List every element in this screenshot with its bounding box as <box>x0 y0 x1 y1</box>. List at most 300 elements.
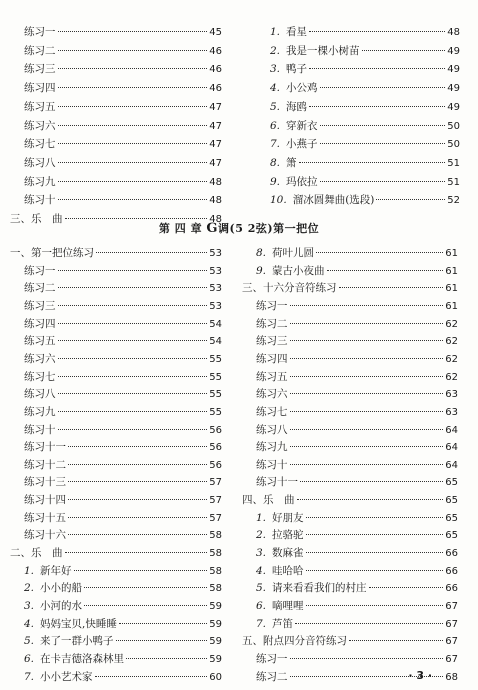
toc-entry-title: 海鸥 <box>286 100 308 113</box>
dot-leader <box>295 623 443 624</box>
toc-entry-page: 50 <box>447 139 460 151</box>
toc-entry-title: 练习六 <box>24 119 56 132</box>
toc-entry-label <box>24 422 56 438</box>
toc-entry-title: 练习三 <box>256 335 288 348</box>
toc-entry-title: 一、第一把位练习 <box>10 247 94 259</box>
chapter-heading <box>0 220 478 236</box>
dot-leader <box>320 181 446 182</box>
toc-entry-title: 玛依拉 <box>286 175 318 188</box>
toc-entry-number: 2. <box>270 44 281 57</box>
toc-entry-label <box>24 43 56 59</box>
toc-entry-title: 练习六 <box>24 352 56 365</box>
toc-entry-label <box>270 118 318 134</box>
toc-entry <box>270 155 460 171</box>
toc-entry-label <box>256 369 288 385</box>
toc-entry-page: 61 <box>445 300 458 312</box>
dot-leader <box>58 199 208 200</box>
toc-entry-page: 68 <box>445 671 458 683</box>
toc-entry-page: 47 <box>209 120 222 132</box>
toc-entry <box>24 351 222 367</box>
toc-entry-page: 46 <box>209 64 222 76</box>
dot-leader <box>290 376 444 377</box>
toc-entry-label <box>24 404 56 420</box>
toc-entry-number: 5. <box>24 635 35 648</box>
toc-entry-page: 51 <box>447 157 460 169</box>
toc-entry-title: 小河的水 <box>40 600 83 612</box>
toc-entry-page: 61 <box>445 265 458 277</box>
toc-entry-page: 58 <box>209 583 222 595</box>
toc-entry-title: 练习十 <box>24 194 56 207</box>
toc-entry-page: 53 <box>209 300 222 312</box>
toc-entry-page: 48 <box>447 27 460 38</box>
toc-entry-label <box>24 386 56 402</box>
toc-entry-label <box>256 245 314 261</box>
toc-entry-number: 4. <box>256 564 267 577</box>
toc-entry-page: 53 <box>209 248 222 259</box>
toc-entry <box>24 99 222 115</box>
toc-entry-page: 56 <box>209 459 222 471</box>
dot-leader <box>96 252 207 253</box>
toc-entry-page: 59 <box>209 653 222 665</box>
toc-entry-page: 53 <box>209 283 222 295</box>
toc-entry-label <box>256 351 288 367</box>
dot-leader <box>68 464 207 465</box>
toc-entry-title: 新年好 <box>40 564 72 577</box>
toc-entry-page: 61 <box>445 283 458 295</box>
toc-entry <box>256 333 458 349</box>
dot-leader <box>306 570 444 571</box>
toc-entry-label <box>256 616 293 632</box>
toc-entry <box>24 263 222 279</box>
dot-leader <box>309 68 445 69</box>
toc-entry-page: 57 <box>209 477 222 489</box>
dot-leader <box>84 587 207 588</box>
toc-entry-title: 三、乐 曲 <box>10 213 63 225</box>
toc-entry-page: 63 <box>445 406 458 418</box>
toc-entry <box>24 422 222 438</box>
dot-leader <box>290 393 444 394</box>
toc-entry-page: 58 <box>209 530 222 542</box>
toc-entry-label <box>24 333 56 349</box>
dot-leader <box>320 87 446 88</box>
toc-entry <box>24 155 222 171</box>
toc-entry-page: 57 <box>209 512 222 524</box>
toc-entry-title: 练习九 <box>256 441 288 454</box>
toc-entry-number: 6. <box>270 119 281 132</box>
toc-entry-label <box>256 563 304 579</box>
toc-entry-title: 拉骆驼 <box>272 529 304 542</box>
toc-entry-label <box>256 651 288 667</box>
toc-entry-label <box>256 422 288 438</box>
toc-entry-label <box>24 439 66 455</box>
toc-entry-number: 2. <box>24 582 35 595</box>
toc-entry-title: 练习五 <box>24 335 56 348</box>
dot-leader <box>58 68 208 69</box>
toc-entry-number: 9. <box>270 175 281 188</box>
toc-entry <box>270 174 460 190</box>
toc-entry <box>270 192 460 208</box>
dot-leader <box>58 270 208 271</box>
toc-entry-title: 练习四 <box>256 352 288 365</box>
toc-entry <box>24 24 222 40</box>
toc-entry <box>256 651 458 667</box>
toc-entry-title: 练习十一 <box>24 441 66 454</box>
toc-entry-page: 52 <box>447 195 460 207</box>
toc-entry-number: 10. <box>270 194 287 207</box>
toc-entry-number: 8. <box>270 156 281 169</box>
toc-entry-label <box>24 580 82 596</box>
toc-entry <box>242 492 458 508</box>
toc-entry-title: 练习二 <box>256 670 288 683</box>
toc-entry <box>24 80 222 96</box>
toc-entry-title: 荷叶儿圆 <box>272 247 315 259</box>
dot-leader <box>290 358 444 359</box>
toc-entry-number: 6. <box>24 652 35 665</box>
dot-leader <box>290 411 444 412</box>
toc-entry-label <box>256 580 367 596</box>
toc-entry-label <box>270 61 307 77</box>
toc-entry-page: 48 <box>209 214 222 225</box>
chapter-key: G <box>206 221 219 236</box>
dot-leader <box>320 143 446 144</box>
toc-entry <box>24 598 222 614</box>
toc-entry <box>24 192 222 208</box>
toc-entry-label <box>256 386 288 402</box>
toc-entry-label <box>24 457 66 473</box>
toc-entry-page: 66 <box>445 565 458 577</box>
dot-leader <box>65 552 208 553</box>
toc-entry-page: 48 <box>209 195 222 207</box>
toc-entry-label <box>256 457 288 473</box>
toc-entry-page: 47 <box>209 139 222 151</box>
dot-leader <box>116 640 208 641</box>
toc-entry-number: 2. <box>256 529 267 542</box>
toc-entry-page: 60 <box>209 671 222 683</box>
dot-leader <box>58 411 208 412</box>
toc-entry-page: 64 <box>445 442 458 454</box>
toc-entry-label <box>24 669 93 685</box>
toc-entry <box>24 136 222 152</box>
dot-leader <box>362 50 446 51</box>
toc-entry <box>256 545 458 561</box>
toc-entry <box>270 118 460 134</box>
toc-entry-page: 62 <box>445 336 458 348</box>
toc-entry <box>24 439 222 455</box>
toc-entry-page: 49 <box>447 45 460 57</box>
toc-entry-label <box>10 245 94 261</box>
toc-entry-title: 练习二 <box>24 282 56 295</box>
toc-entry-title: 嘀哩哩 <box>272 600 304 612</box>
toc-entry-page: 62 <box>445 353 458 365</box>
toc-entry-page: 53 <box>209 265 222 277</box>
toc-entry-title: 练习四 <box>24 82 56 95</box>
toc-entry-label <box>270 174 318 190</box>
toc-entry <box>256 527 458 543</box>
dot-leader <box>58 429 208 430</box>
toc-entry <box>24 298 222 314</box>
toc-entry-label <box>256 527 304 543</box>
toc-entry-label <box>256 598 304 614</box>
toc-entry <box>24 43 222 59</box>
toc-entry-title: 练习二 <box>256 317 288 330</box>
dot-leader <box>58 358 208 359</box>
toc-entry-page: 55 <box>209 389 222 401</box>
dot-leader <box>299 162 446 163</box>
toc-entry <box>270 99 460 115</box>
toc-entry-label <box>24 563 72 579</box>
toc-entry-page: 47 <box>209 157 222 169</box>
toc-entry <box>24 563 222 579</box>
dot-leader <box>126 658 207 659</box>
toc-entry-title: 练习十四 <box>24 494 66 507</box>
toc-entry-page: 67 <box>445 653 458 665</box>
dot-leader <box>290 446 444 447</box>
toc-entry-page: 54 <box>209 318 222 330</box>
toc-entry-page: 49 <box>447 83 460 95</box>
toc-entry <box>256 298 458 314</box>
toc-entry-label <box>270 80 318 96</box>
toc-entry-label <box>24 351 56 367</box>
toc-entry-number: 8. <box>256 247 267 259</box>
toc-entry-page: 58 <box>209 565 222 577</box>
toc-entry <box>24 510 222 526</box>
dot-leader <box>369 587 444 588</box>
toc-entry <box>24 404 222 420</box>
toc-entry-page: 56 <box>209 442 222 454</box>
toc-entry <box>256 369 458 385</box>
toc-entry-title: 练习十三 <box>24 476 66 489</box>
toc-entry-title: 四、乐 曲 <box>242 494 295 507</box>
toc-entry-label <box>256 298 288 314</box>
toc-entry-page: 55 <box>209 406 222 418</box>
toc-entry-title: 二、乐 曲 <box>10 547 63 560</box>
toc-entry-label <box>24 316 56 332</box>
toc-entry-page: 65 <box>445 512 458 524</box>
toc-entry <box>256 616 458 632</box>
toc-entry-page: 65 <box>445 477 458 489</box>
toc-entry-label <box>24 80 56 96</box>
dot-leader <box>290 429 444 430</box>
toc-entry-label <box>24 61 56 77</box>
toc-entry-label <box>24 298 56 314</box>
toc-entry-number: 7. <box>270 138 281 151</box>
toc-entry-number: 1. <box>256 511 267 524</box>
toc-entry-title: 练习二 <box>24 44 56 57</box>
toc-entry-label <box>24 192 56 208</box>
toc-entry-label <box>256 333 288 349</box>
toc-entry-title: 蒙古小夜曲 <box>272 264 325 277</box>
toc-entry-title: 练习一 <box>256 299 288 312</box>
toc-entry-page: 64 <box>445 424 458 436</box>
toc-entry <box>242 280 458 296</box>
toc-entry <box>256 474 458 490</box>
toc-entry-title: 小燕子 <box>286 138 318 151</box>
dot-leader <box>95 676 208 677</box>
toc-entry <box>256 263 458 279</box>
dot-leader <box>58 87 208 88</box>
toc-entry-label <box>24 263 56 279</box>
toc-entry-title: 箫 <box>286 156 297 169</box>
toc-entry-label <box>24 492 66 508</box>
toc-entry-title: 练习五 <box>256 370 288 383</box>
dot-leader <box>290 658 444 659</box>
toc-entry-label <box>242 492 295 508</box>
toc-entry <box>256 598 458 614</box>
toc-entry <box>24 457 222 473</box>
dot-leader <box>349 640 443 641</box>
dot-leader <box>306 517 444 518</box>
toc-entry <box>256 386 458 402</box>
toc-entry-title: 小小的船 <box>40 582 83 595</box>
toc-entry-number: 1. <box>24 564 35 577</box>
dot-leader <box>290 464 444 465</box>
toc-entry-label <box>24 280 56 296</box>
toc-entry-label <box>270 192 374 208</box>
dot-leader <box>68 517 207 518</box>
toc-entry-title: 练习十二 <box>24 458 66 471</box>
toc-entry <box>256 316 458 332</box>
toc-entry-title: 五、附点四分音符练习 <box>242 635 347 648</box>
dot-leader <box>290 323 444 324</box>
toc-entry-label <box>10 545 63 561</box>
dot-leader <box>58 143 208 144</box>
toc-entry-title: 练习六 <box>256 388 288 401</box>
toc-entry-page: 65 <box>445 495 458 507</box>
toc-entry-page: 61 <box>445 248 458 259</box>
toc-entry <box>242 633 458 649</box>
toc-entry-label <box>24 369 56 385</box>
toc-entry <box>10 545 222 561</box>
dot-leader <box>306 534 444 535</box>
dot-leader <box>58 323 208 324</box>
toc-entry-title: 练习五 <box>24 100 56 113</box>
toc-entry <box>24 316 222 332</box>
toc-entry-page: 67 <box>445 618 458 630</box>
toc-entry-number: 9. <box>256 264 267 277</box>
dot-leader <box>297 499 444 500</box>
toc-entry-page: 55 <box>209 371 222 383</box>
toc-entry <box>270 136 460 152</box>
toc-entry-label <box>24 474 66 490</box>
toc-entry <box>24 369 222 385</box>
dot-leader <box>58 376 208 377</box>
toc-entry <box>24 527 222 543</box>
toc-entry-page: 58 <box>209 548 222 560</box>
toc-entry-label <box>256 263 325 279</box>
toc-entry-title: 练习九 <box>24 405 56 418</box>
toc-entry-title: 三、十六分音符练习 <box>242 282 337 295</box>
dot-leader <box>58 340 208 341</box>
toc-entry <box>270 24 460 40</box>
toc-entry-label <box>24 651 124 667</box>
toc-entry-page: 48 <box>209 176 222 188</box>
dot-leader <box>306 552 444 553</box>
dot-leader <box>309 31 445 32</box>
toc-entry-page: 47 <box>209 101 222 113</box>
toc-entry-label <box>256 474 298 490</box>
toc-entry <box>24 474 222 490</box>
toc-entry-title: 在卡吉德洛森林里 <box>40 652 125 665</box>
toc-entry <box>256 457 458 473</box>
toc-entry-label <box>24 598 82 614</box>
page-number: · 3 · <box>408 669 432 682</box>
toc-entry-label <box>242 633 347 649</box>
dot-leader <box>58 50 208 51</box>
toc-entry-title: 穿新衣 <box>286 119 318 132</box>
toc-entry-number: 5. <box>270 100 281 113</box>
toc-entry-number: 3. <box>270 63 281 76</box>
toc-entry-title: 练习三 <box>24 299 56 312</box>
toc-entry-title: 练习七 <box>24 138 56 151</box>
toc-entry-title: 来了一群小鸭子 <box>40 635 114 648</box>
toc-entry-title: 练习三 <box>24 63 56 76</box>
toc-entry-label <box>24 136 56 152</box>
toc-entry <box>256 245 458 261</box>
toc-entry-number: 3. <box>256 547 267 560</box>
toc-entry-title: 练习四 <box>24 317 56 330</box>
dot-leader <box>74 570 208 571</box>
toc-entry-title: 练习一 <box>256 652 288 665</box>
toc-entry-page: 56 <box>209 424 222 436</box>
toc-entry <box>24 333 222 349</box>
toc-entry-title: 练习七 <box>24 370 56 383</box>
dot-leader <box>339 287 444 288</box>
toc-entry-page: 51 <box>447 176 460 188</box>
dot-leader <box>58 305 208 306</box>
toc-entry-title: 练习十六 <box>24 529 66 542</box>
toc-entry-label <box>24 174 56 190</box>
toc-entry <box>24 174 222 190</box>
toc-entry-page: 46 <box>209 45 222 57</box>
toc-entry <box>270 43 460 59</box>
toc-entry-title: 看星 <box>286 26 308 38</box>
dot-leader <box>58 106 208 107</box>
toc-entry-title: 练习一 <box>24 26 56 38</box>
toc-entry-number: 7. <box>256 617 267 630</box>
dot-leader <box>58 287 208 288</box>
dot-leader <box>84 605 207 606</box>
toc-entry-title: 小公鸡 <box>286 82 318 95</box>
toc-entry-label <box>24 616 117 632</box>
toc-entry-title: 请来看看我们的村庄 <box>272 582 367 595</box>
toc-entry-label <box>256 545 304 561</box>
toc-entry-title: 练习八 <box>24 388 56 401</box>
toc-entry <box>24 669 222 685</box>
dot-leader <box>58 125 208 126</box>
toc-entry-title: 练习十 <box>24 423 56 436</box>
toc-entry-number: 1. <box>270 26 281 38</box>
toc-entry-page: 67 <box>445 636 458 648</box>
toc-entry <box>256 422 458 438</box>
dot-leader <box>376 199 445 200</box>
toc-entry <box>24 580 222 596</box>
dot-leader <box>300 481 443 482</box>
toc-entry-page: 62 <box>445 318 458 330</box>
dot-leader <box>309 106 445 107</box>
toc-entry <box>256 510 458 526</box>
toc-entry-title: 数麻雀 <box>272 547 304 560</box>
toc-entry-title: 练习八 <box>256 423 288 436</box>
toc-entry <box>24 118 222 134</box>
dot-leader <box>316 252 443 253</box>
toc-entry-page: 64 <box>445 459 458 471</box>
toc-entry-title: 哇哈哈 <box>272 564 304 577</box>
toc-entry-number: 3. <box>24 600 35 612</box>
toc-entry-page: 54 <box>209 336 222 348</box>
toc-entry-title: 练习一 <box>24 264 56 277</box>
dot-leader <box>306 605 444 606</box>
toc-entry-label <box>270 155 297 171</box>
